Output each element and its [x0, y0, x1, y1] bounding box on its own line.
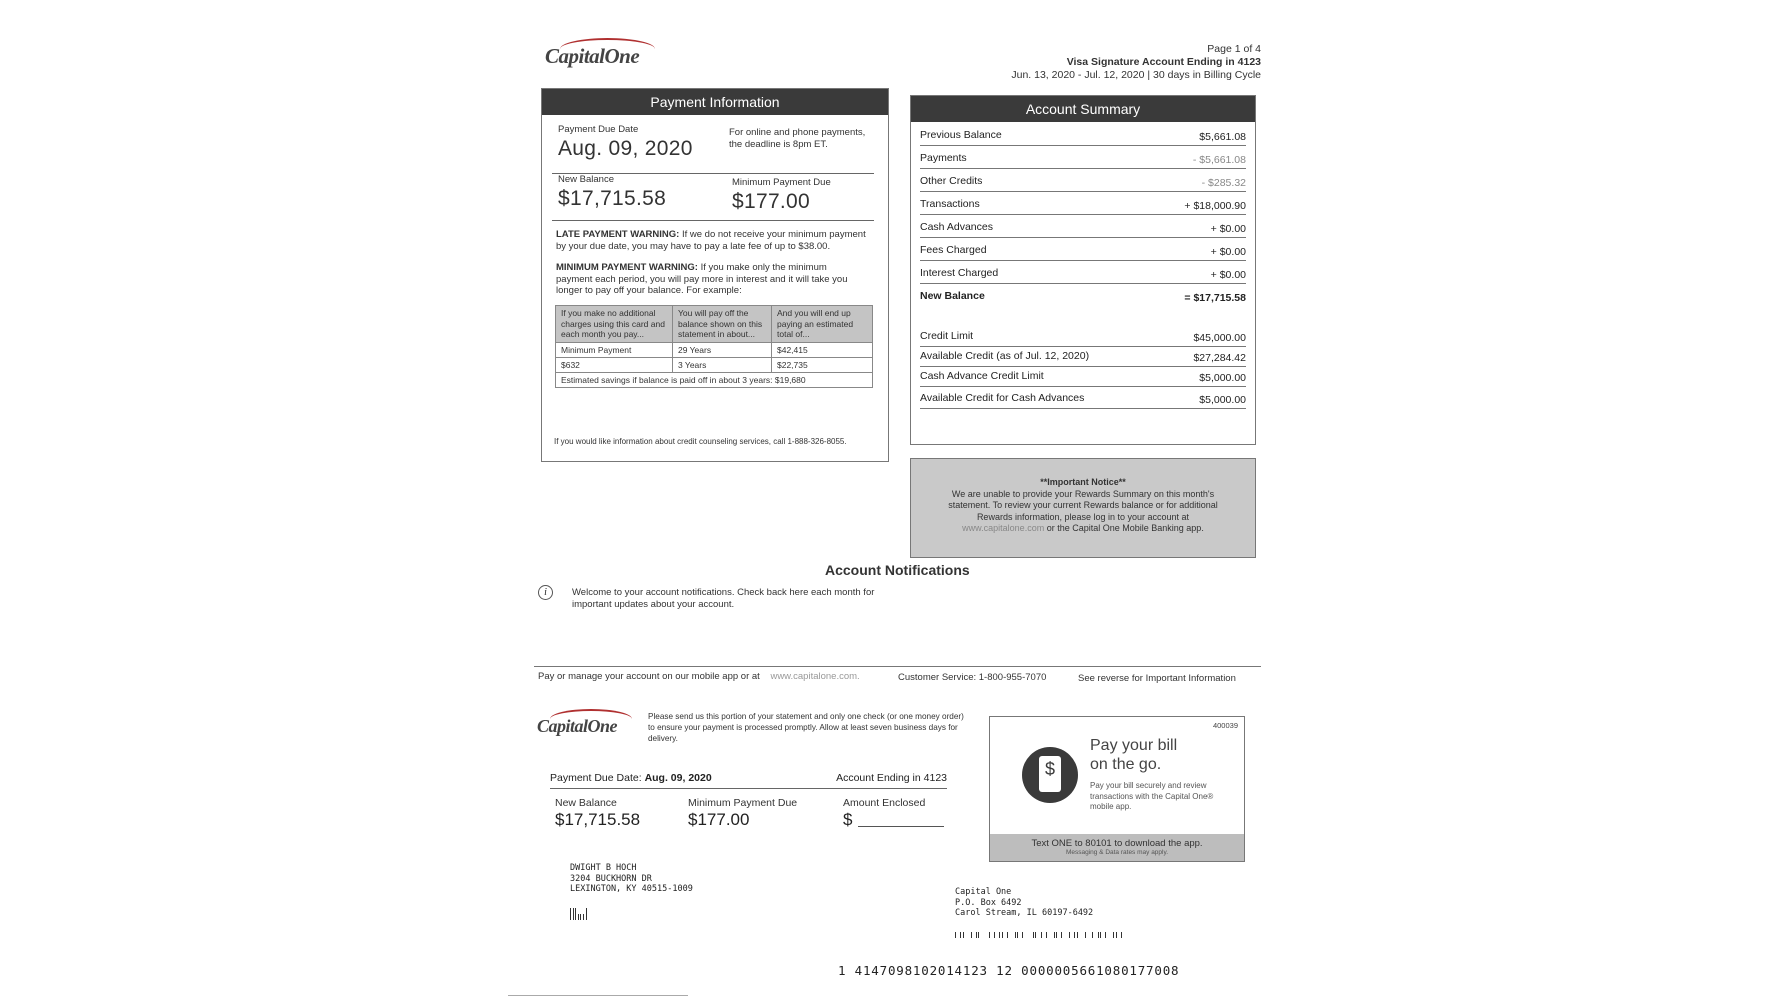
logo-swoosh	[550, 709, 632, 729]
table-header-cell: You will pay off the balance shown on this statement in about...	[673, 306, 772, 343]
due-date-value: Aug. 09, 2020	[558, 137, 693, 160]
remit-address	[955, 887, 1093, 919]
table-cell: $22,735	[772, 357, 873, 372]
credit-row	[920, 366, 1246, 387]
table-cell: Minimum Payment	[556, 342, 673, 357]
summary-value: + $0.00	[1210, 246, 1246, 258]
summary-row	[920, 240, 1246, 261]
statement-header	[1011, 43, 1261, 82]
address-line: LEXINGTON, KY 40515-1009	[570, 884, 693, 894]
coupon-account-ending: Account Ending in 4123	[836, 772, 947, 784]
footer-link[interactable]: www.capitalone.com.	[770, 671, 860, 682]
table-header-cell: And you will end up paying an estimated total of...	[772, 306, 873, 343]
notice-link[interactable]: www.capitalone.com	[962, 523, 1045, 533]
summary-label: New Balance	[920, 290, 985, 302]
min-due-value: $177.00	[732, 190, 811, 213]
summary-value: $5,661.08	[1199, 131, 1246, 143]
summary-value: + $18,000.90	[1184, 200, 1246, 212]
table-cell: $632	[556, 357, 673, 372]
coupon-new-balance-label: New Balance	[555, 797, 617, 809]
summary-row	[920, 171, 1246, 192]
coupon-new-balance: $17,715.58	[555, 810, 641, 829]
notice-text: We are unable to provide your Rewards Summary on this month's statement. To review your current Rewards balance or for additional Rewards information, please log in to your account at	[948, 488, 1218, 522]
footer-divider	[534, 666, 1261, 667]
account-title: Visa Signature Account Ending in 4123	[1066, 56, 1261, 68]
table-cell: 29 Years	[673, 342, 772, 357]
ad-headline-line: on the go.	[1090, 756, 1162, 773]
credit-row	[920, 346, 1246, 367]
coupon-min-due: $177.00	[688, 810, 750, 829]
credit-value: $45,000.00	[1193, 332, 1246, 344]
summary-label: Interest Charged	[920, 267, 999, 279]
amount-dollar-sign: $	[843, 810, 853, 829]
billing-cycle: Jun. 13, 2020 - Jul. 12, 2020 | 30 days in Billing Cycle	[1011, 69, 1261, 81]
min-due-label: Minimum Payment Due	[732, 177, 831, 188]
mobile-app-ad	[989, 716, 1245, 862]
notice-body	[941, 489, 1225, 535]
table-cell: 3 Years	[673, 357, 772, 372]
summary-row	[920, 148, 1246, 169]
ad-body: Pay your bill securely and review transactions with the Capital One® mobile app.	[1090, 781, 1214, 811]
credit-value: $27,284.42	[1193, 352, 1246, 364]
address-line: P.O. Box 6492	[955, 897, 1022, 908]
summary-row	[920, 263, 1246, 284]
summary-label: Fees Charged	[920, 244, 987, 256]
summary-label: Other Credits	[920, 175, 983, 187]
customer-service: Customer Service: 1-800-955-7070	[898, 672, 1047, 683]
summary-row	[920, 194, 1246, 215]
credit-label: Credit Limit	[920, 330, 974, 342]
min-warning-title: MINIMUM PAYMENT WARNING:	[556, 262, 698, 273]
account-summary-title: Account Summary	[911, 96, 1255, 122]
ad-cta-bar	[990, 834, 1244, 861]
ad-headline-line: Pay your bill	[1090, 737, 1178, 754]
notice-title: **Important Notice**	[1040, 477, 1126, 487]
summary-label: Previous Balance	[920, 129, 1002, 141]
scanline: 1 4147098102014123 12 0000005661080177008	[838, 963, 1180, 978]
due-date-label: Payment Due Date	[558, 124, 639, 135]
summary-row	[920, 217, 1246, 238]
summary-label: Payments	[920, 152, 967, 164]
credit-label: Available Credit (as of Jul. 12, 2020)	[920, 350, 1090, 362]
address-line: DWIGHT B HOCH	[570, 863, 637, 873]
summary-label: Cash Advances	[920, 221, 993, 233]
summary-value: + $0.00	[1210, 269, 1246, 281]
credit-row	[920, 388, 1246, 409]
summary-value: - $285.32	[1201, 177, 1246, 189]
min-warning-text: If you make only the minimum payment each period, you will pay more in interest and it will take you longer to pay off your balance. For example:	[556, 262, 848, 296]
new-balance-value: $17,715.58	[558, 187, 667, 210]
table-row	[556, 372, 873, 387]
amount-enclosed-label: Amount Enclosed	[843, 797, 926, 809]
minimum-payment-warning	[556, 262, 856, 297]
footer-manage-text: Pay or manage your account on our mobile app or at	[538, 671, 760, 682]
account-notifications-title: Account Notifications	[825, 562, 970, 578]
ad-headline	[1090, 736, 1177, 774]
summary-value: + $0.00	[1210, 223, 1246, 235]
credit-label: Cash Advance Credit Limit	[920, 370, 1044, 382]
late-payment-warning	[556, 229, 876, 252]
payment-information-title: Payment Information	[542, 89, 888, 115]
logo-text: CapitalOne	[537, 716, 618, 736]
credit-value: $5,000.00	[1199, 372, 1246, 384]
summary-row-new-balance	[920, 286, 1246, 306]
page-bottom-rule	[508, 995, 688, 996]
table-cell: $42,415	[772, 342, 873, 357]
new-balance-label: New Balance	[558, 174, 614, 185]
deadline-note: For online and phone payments, the deadline is 8pm ET.	[729, 127, 866, 150]
footer-manage	[538, 671, 860, 683]
ad-code: 400039	[1212, 721, 1238, 730]
customer-barcode	[570, 902, 588, 914]
ad-cta: Text ONE to 80101 to download the app.	[1031, 838, 1203, 849]
late-warning-title: LATE PAYMENT WARNING:	[556, 229, 680, 240]
address-line: 3204 BUCKHORN DR	[570, 873, 652, 884]
table-row	[556, 357, 873, 372]
postal-barcode	[955, 926, 1205, 938]
summary-label: Transactions	[920, 198, 980, 210]
coupon-min-due-label: Minimum Payment Due	[688, 797, 798, 809]
logo-text: CapitalOne	[545, 44, 640, 68]
coupon-due-label: Payment Due Date:	[550, 772, 642, 784]
coupon-instructions: Please send us this portion of your statement and only one check (or one money order) to ensure your payment is processed promptly. Allow at least seven business days for delivery.	[648, 712, 964, 743]
payment-information-panel	[541, 88, 889, 462]
amount-enclosed-field[interactable]	[858, 826, 944, 827]
info-icon: i	[538, 585, 553, 600]
address-line: Capital One	[955, 887, 1012, 897]
notice-tail: or the Capital One Mobile Banking app.	[1046, 523, 1204, 533]
dollar-glyph: $	[1044, 759, 1055, 779]
phone-dollar-icon	[1022, 747, 1078, 803]
late-warning-text: If we do not receive your minimum payment by your due date, you may have to pay a late fee of up to $38.00.	[556, 229, 866, 252]
credit-value: $5,000.00	[1199, 394, 1246, 406]
summary-value: - $5,661.08	[1192, 154, 1246, 166]
minimum-payment-example-table	[555, 305, 873, 388]
address-line: Carol Stream, IL 60197-6492	[955, 908, 1094, 918]
coupon-due-row	[550, 772, 947, 789]
see-reverse: See reverse for Important Information	[1078, 673, 1236, 684]
divider	[552, 220, 874, 221]
table-row	[556, 342, 873, 357]
savings-cell: Estimated savings if balance is paid off in about 3 years: $19,680	[556, 372, 873, 387]
notifications-text: Welcome to your account notifications. Check back here each month for important updates about your account.	[572, 587, 875, 610]
table-header-row	[556, 306, 873, 343]
page-number: Page 1 of 4	[1207, 43, 1261, 55]
account-summary-panel	[910, 95, 1256, 445]
table-header-cell: If you make no additional charges using this card and each month you pay...	[556, 306, 673, 343]
summary-row	[920, 125, 1246, 146]
logo-swoosh	[560, 38, 655, 60]
summary-value: = $17,715.58	[1184, 292, 1246, 304]
credit-label: Available Credit for Cash Advances	[920, 392, 1085, 404]
important-notice	[910, 458, 1256, 558]
ad-fine: Messaging & Data rates may apply.	[1065, 849, 1169, 856]
customer-address	[570, 863, 693, 895]
coupon-due-date: Aug. 09, 2020	[644, 772, 712, 784]
credit-counseling-note: If you would like information about credit counseling services, call 1-888-326-8055.	[554, 437, 847, 446]
credit-row	[920, 326, 1246, 347]
